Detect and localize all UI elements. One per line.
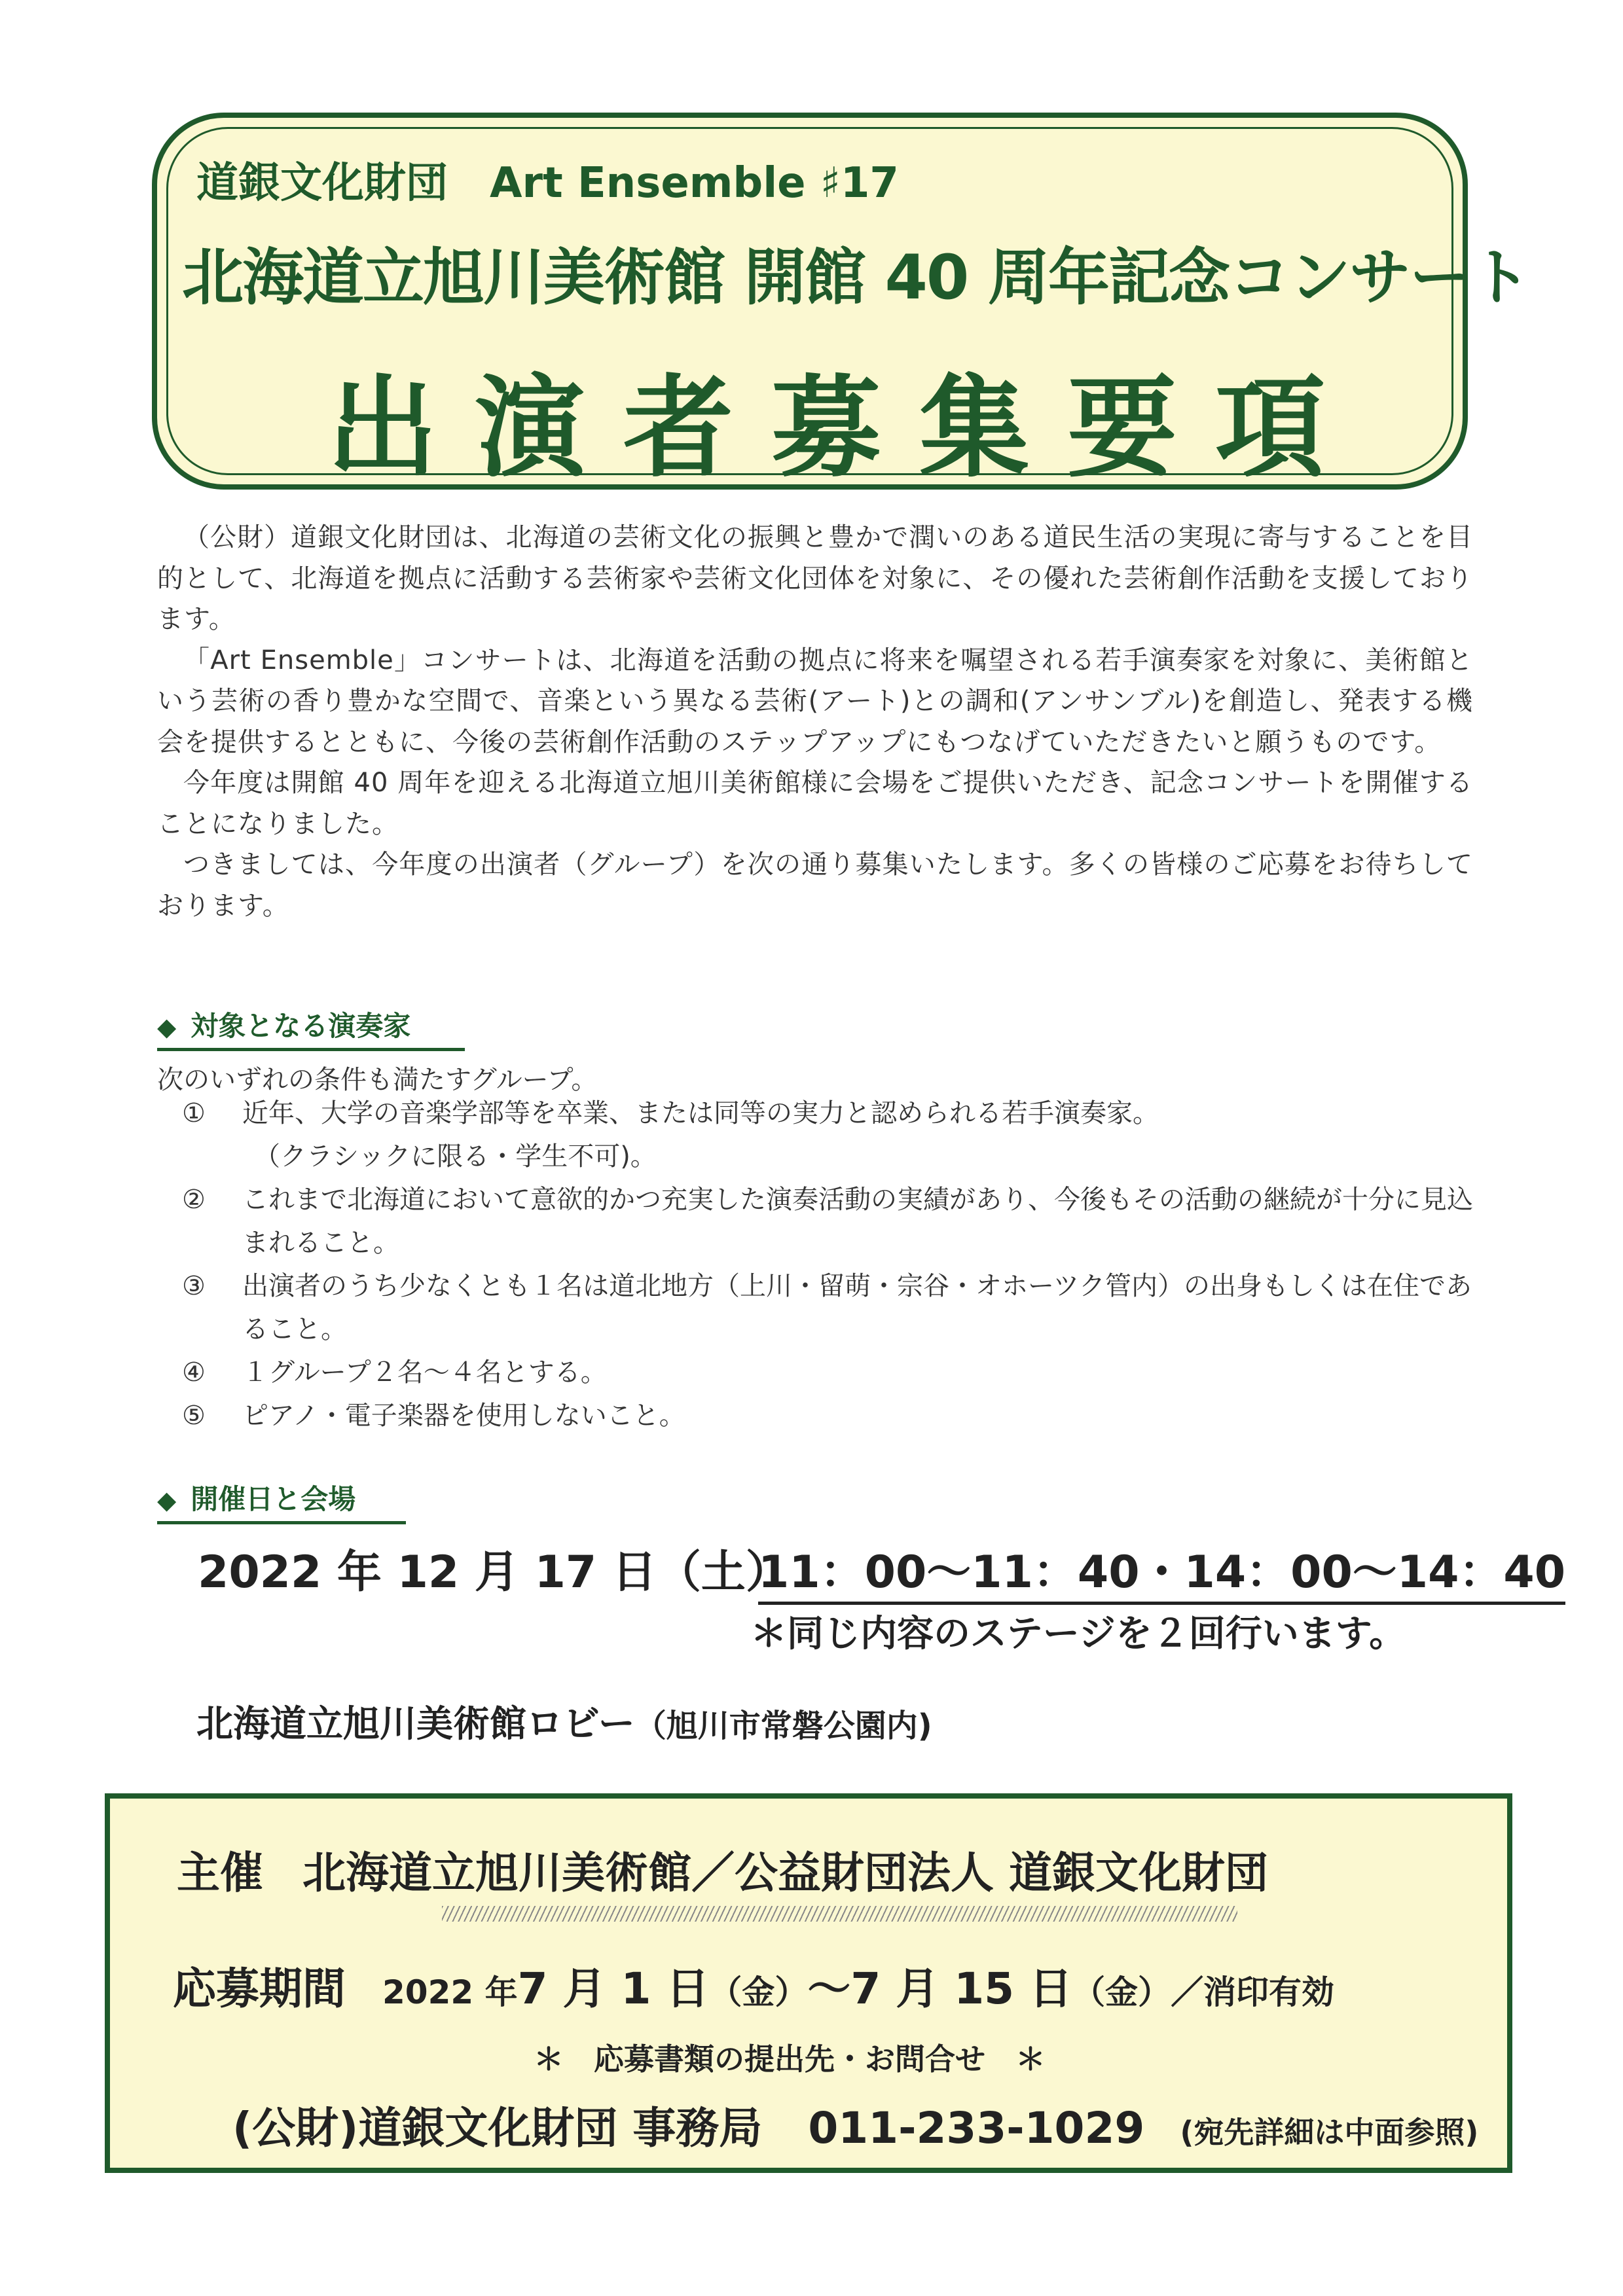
- period-year: 2022 年: [382, 1973, 518, 2011]
- event-date: 2022 年 12 月 17 日（土）: [198, 1547, 790, 1598]
- period-suffix: ／消印有効: [1171, 1973, 1335, 2011]
- condition-text: 近年、大学の音楽学部等を卒業、または同等の実力と認められる若手演奏家。: [242, 1098, 1159, 1128]
- contact-note: (宛先詳細は中面参照): [1180, 2115, 1479, 2150]
- event-venue: [196, 1695, 932, 1748]
- condition-number: ③: [182, 1271, 206, 1301]
- period-start-day: （金）: [709, 1973, 808, 2011]
- venue-name: 北海道立旭川美術館ロビー: [196, 1703, 635, 1746]
- section-heading-eligibility: [157, 1005, 465, 1051]
- period-end: 7 月 15 日: [850, 1964, 1073, 2014]
- intro-paragraph-4: つきましては、今年度の出演者（グループ）を次の通り募集いたします。多くの皆様のご応募をお待ちしております。: [157, 850, 1473, 921]
- section-heading-text: 対象となる演奏家: [191, 1010, 411, 1042]
- organizer-line: [177, 1838, 1268, 1900]
- intro-paragraph-2: 「Art Ensemble」コンサートは、北海道を活動の拠点に将来を嘱望される若手演奏家を対象に、美術館という芸術の香り豊かな空間で、音楽という異なる芸術(アート)との調和(アンサンブル)を創造し、発表する機会を提供するとともに、今後の芸術創作活動のステップアップにもつなげていただきたいと願うものです。: [157, 645, 1473, 757]
- diamond-icon: ◆: [157, 1013, 177, 1041]
- condition-text: 出演者のうち少なくとも１名は道北地方（上川・留萌・宗谷・オホーツク管内）の出身もしくは在住であること。: [242, 1271, 1472, 1344]
- contact-line: [232, 2093, 1478, 2155]
- concert-title: 北海道立旭川美術館 開館 40 周年記念コンサート: [182, 242, 1530, 314]
- intro-paragraph-1: （公財）道銀文化財団は、北海道の芸術文化の振興と豊かで潤いのある道民生活の実現に寄与することを目的として、北海道を拠点に活動する芸術家や芸術文化団体を対象に、その優れた芸術創作活動を支援しております。: [157, 522, 1473, 634]
- organizer-names: 北海道立旭川美術館／公益財団法人 道銀文化財団: [302, 1848, 1268, 1898]
- period-end-day: （金）: [1072, 1973, 1171, 2011]
- page-title: 出演者募集要項: [327, 364, 1363, 492]
- period-start: 7 月 1 日: [517, 1964, 710, 2014]
- contact-phone: 011-233-1029: [808, 2103, 1145, 2153]
- contact-heading: ＊ 応募書類の提出先・お問合せ ＊: [534, 2041, 1046, 2077]
- intro-text: [157, 517, 1473, 926]
- condition-text: ピアノ・電子楽器を使用しないこと。: [242, 1401, 685, 1431]
- condition-number: ⑤: [182, 1401, 206, 1431]
- application-period: [173, 1954, 1334, 2016]
- hatched-divider: [442, 1906, 1237, 1922]
- organizer-label: 主催: [177, 1848, 263, 1898]
- eligibility-lead: 次のいずれの条件も満たすグループ。: [157, 1065, 598, 1095]
- condition-number: ②: [182, 1185, 206, 1215]
- section-heading-text: 開催日と会場: [191, 1483, 356, 1515]
- diamond-icon: ◆: [157, 1486, 177, 1515]
- condition-note: （クラシックに限る・学生不可)。: [254, 1141, 657, 1172]
- condition-text: これまで北海道において意欲的かつ充実した演奏活動の実績があり、今後もその活動の継続が十分に見込まれること。: [242, 1185, 1473, 1258]
- period-label: 応募期間: [173, 1964, 346, 2014]
- event-note: ＊同じ内容のステージを２回行います。: [750, 1613, 1406, 1655]
- section-heading-date-venue: [157, 1478, 406, 1524]
- intro-paragraph-3: 今年度は開館 40 周年を迎える北海道立旭川美術館様に会場をご提供いただき、記念コンサートを開催することになりました。: [157, 768, 1473, 839]
- condition-number: ①: [182, 1098, 206, 1128]
- venue-location: （旭川市常磐公園内): [634, 1708, 932, 1744]
- condition-number: ④: [182, 1357, 206, 1388]
- period-separator: ～: [807, 1964, 851, 2014]
- event-time: 11：00～11：40・14：00～14：40: [758, 1537, 1565, 1605]
- condition-text: １グループ２名～４名とする。: [242, 1357, 607, 1388]
- series-title: 道銀文化財団 Art Ensemble ♯17: [196, 159, 899, 207]
- contact-organization: (公財)道銀文化財団 事務局: [232, 2103, 763, 2153]
